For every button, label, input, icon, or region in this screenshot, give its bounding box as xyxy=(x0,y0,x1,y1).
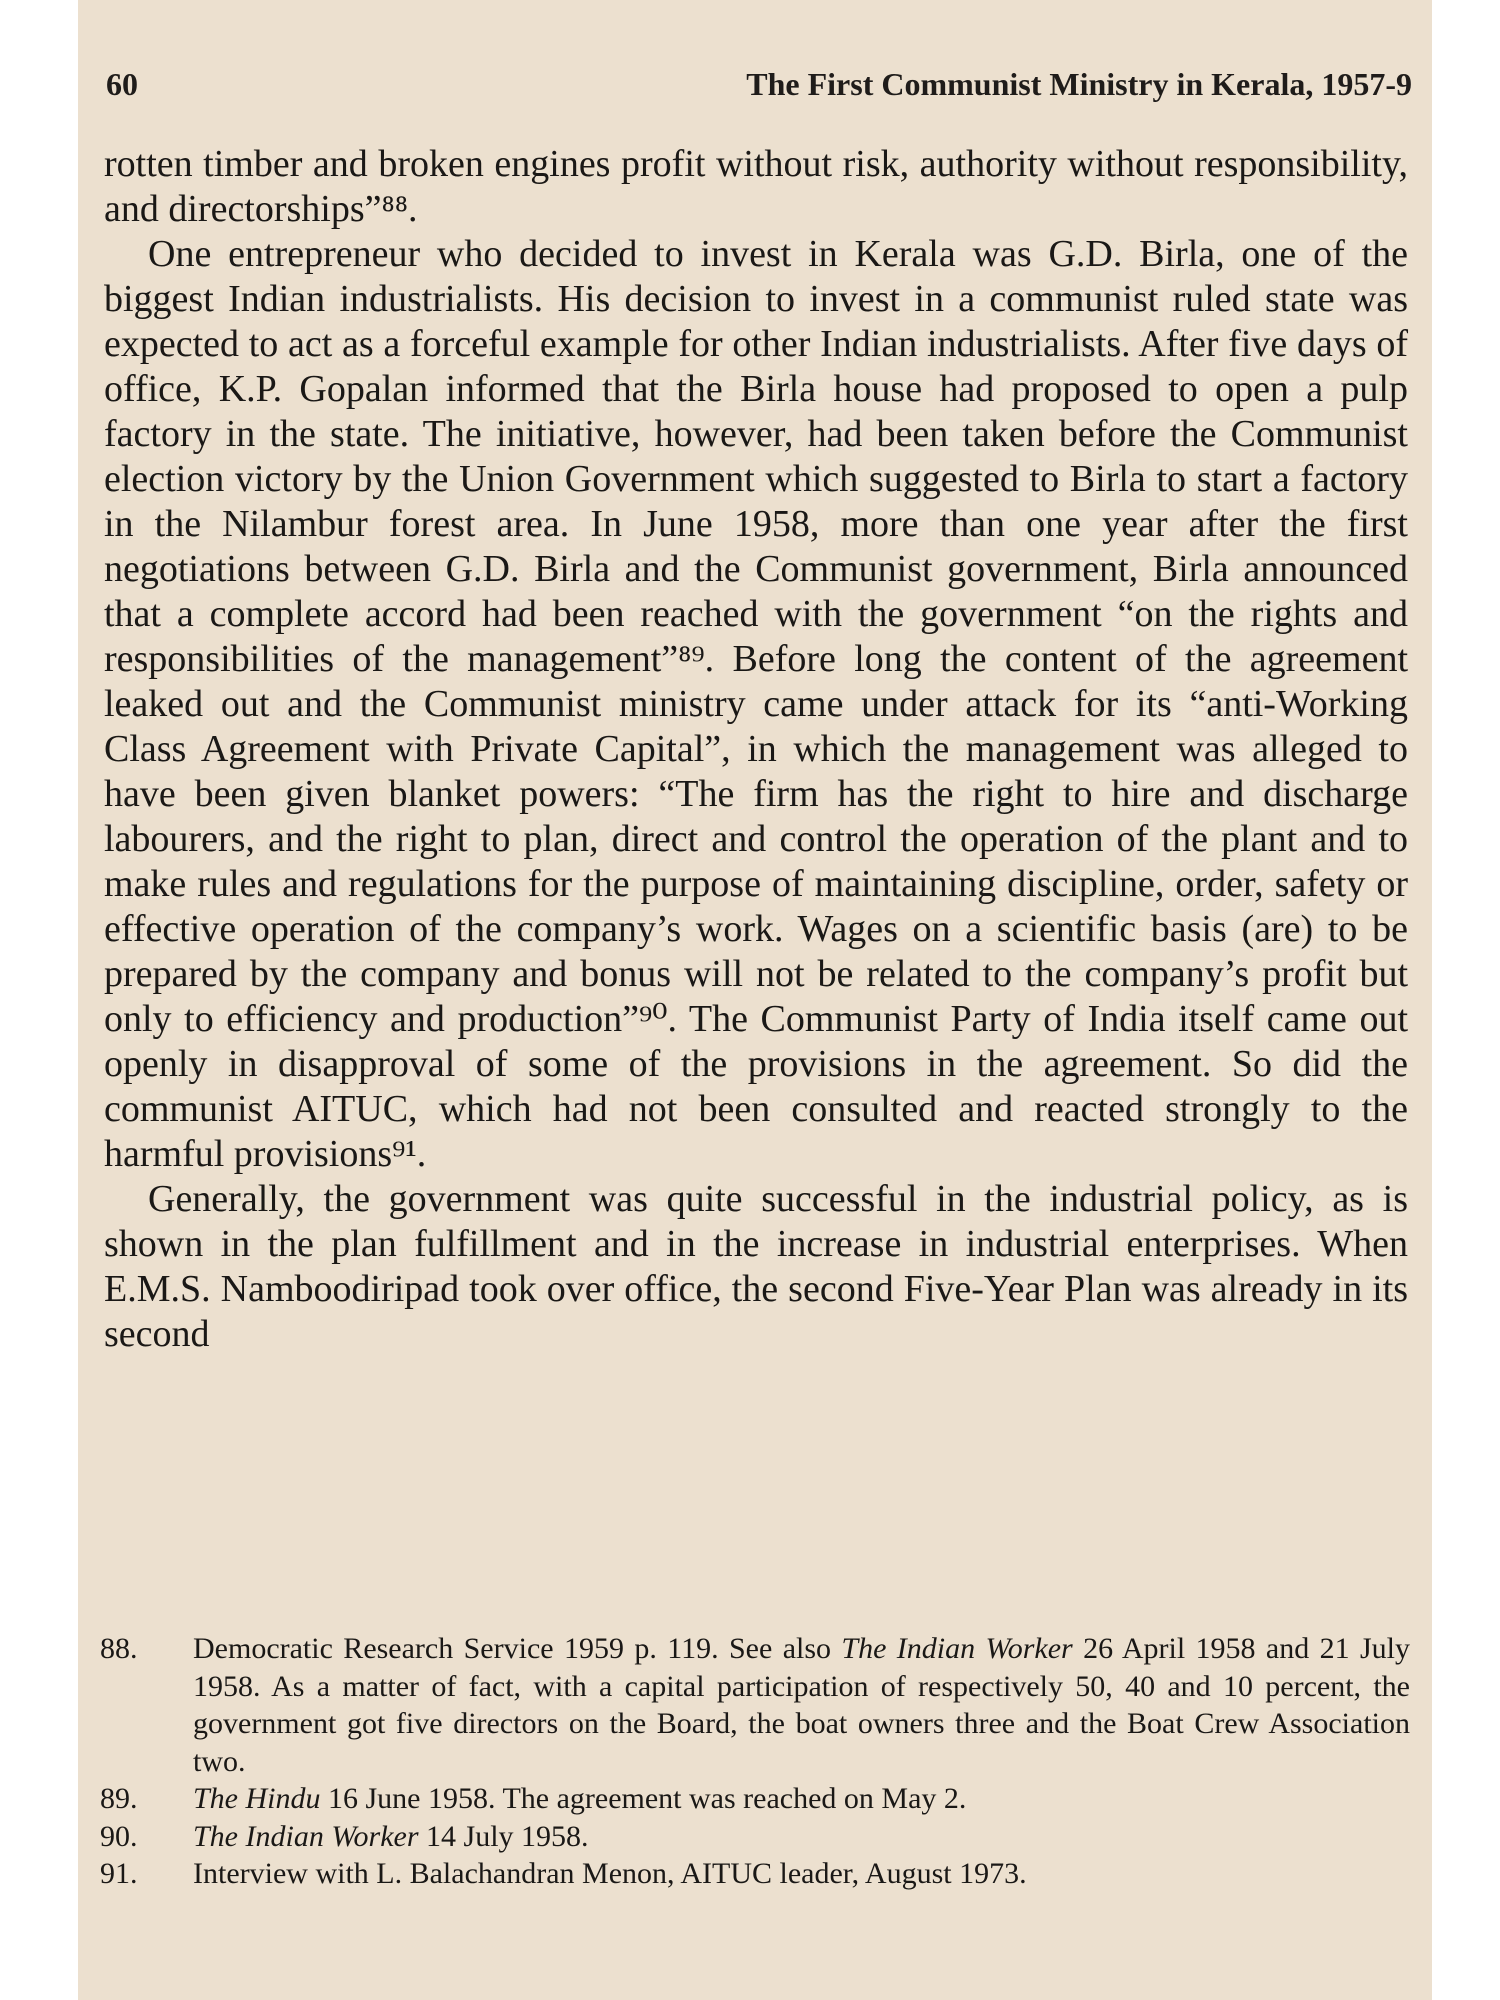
footnote-90 xyxy=(100,1818,1410,1856)
footnote-italic-title: The Indian Worker xyxy=(841,1632,1073,1665)
body-text xyxy=(104,142,1408,1357)
footnote-number: 90. xyxy=(100,1819,138,1853)
paragraph-birla-investment: One entrepreneur who decided to invest in Kerala was G.D. Birla, one of the biggest Indian industrialists. His decision to invest in a communist ruled state was expected to act as a forceful example for other Indian industrialists. After five days of office, K.P. Gopalan informed that the Birla house had proposed to open a pulp factory in the state. The initiative, however, had been taken before the Communist election victory by the Union Government which suggested to Birla to start a factory in the Nilambur forest area. In June 1958, more than one year after the first negotiations between G.D. Birla and the Communist government, Birla announced that a complete accord had been reached with the government “on the rights and responsibilities of the management”⁸⁹. Before long the content of the agreement leaked out and the Communist ministry came under attack for its “anti-Working Class Agreement with Private Capital”, in which the management was alleged to have been given blanket powers: “The firm has the right to hire and discharge labourers, and the right to plan, direct and control the operation of the plant and to make rules and regulations for the purpose of maintaining discipline, order, safety or effective operation of the company’s work. Wages on a scientific basis (are) to be prepared by the company and bonus will not be related to the company’s profit but only to efficiency and production”⁹⁰. The Communist Party of India itself came out openly in disapproval of some of the provisions in the agreement. So did the communist AITUC, which had not been consulted and reacted strongly to the harmful provisions⁹¹. xyxy=(104,233,1408,1175)
footnote-91 xyxy=(100,1855,1410,1893)
paragraph-industrial-policy: Generally, the government was quite successful in the industrial policy, as is shown in the plan fulfillment and in the increase in industrial enterprises. When E.M.S. Namboodiripad took over office, the second Five-Year Plan was already in its second xyxy=(104,1178,1408,1355)
book-page xyxy=(78,0,1432,2000)
running-title: The First Communist Ministry in Kerala, 1957-9 xyxy=(746,66,1412,102)
footnote-text xyxy=(193,1780,1410,1818)
footnote-number: 91. xyxy=(100,1857,138,1890)
footnote-text-after: 14 July 1958. xyxy=(418,1819,589,1853)
footnote-number: 89. xyxy=(100,1782,138,1815)
footnote-number: 88. xyxy=(100,1632,138,1665)
footnote-text-after: 26 April 1958 and 21 July 1958. As a matter of fact, with a capital participation of respectively 50, 40 and 10 percent, the government got five directors on the Board, the boat owners three and the Boat Crew Association two. xyxy=(193,1632,1411,1778)
footnote-italic-title: The Indian Worker xyxy=(193,1819,419,1853)
footnote-text-before: Democratic Research Service 1959 p. 119. See also xyxy=(193,1632,842,1665)
footnote-text-after: 16 June 1958. The agreement was reached on May 2. xyxy=(320,1782,967,1815)
footnote-89 xyxy=(100,1780,1410,1818)
footnote-text xyxy=(193,1855,1410,1893)
paragraph-continuation: rotten timber and broken engines profit without risk, authority without responsibility, and directorships”⁸⁸. xyxy=(104,143,1408,230)
footnote-text-before: Interview with L. Balachandran Menon, AITUC leader, August 1973. xyxy=(193,1857,1027,1890)
footnote-text xyxy=(193,1818,1410,1856)
page-number: 60 xyxy=(106,66,138,102)
footnote-88 xyxy=(100,1630,1410,1780)
footnote-italic-title: The Hindu xyxy=(193,1782,321,1815)
footnotes xyxy=(100,1630,1410,1893)
footnote-text xyxy=(193,1630,1410,1780)
page-header xyxy=(106,66,1412,106)
